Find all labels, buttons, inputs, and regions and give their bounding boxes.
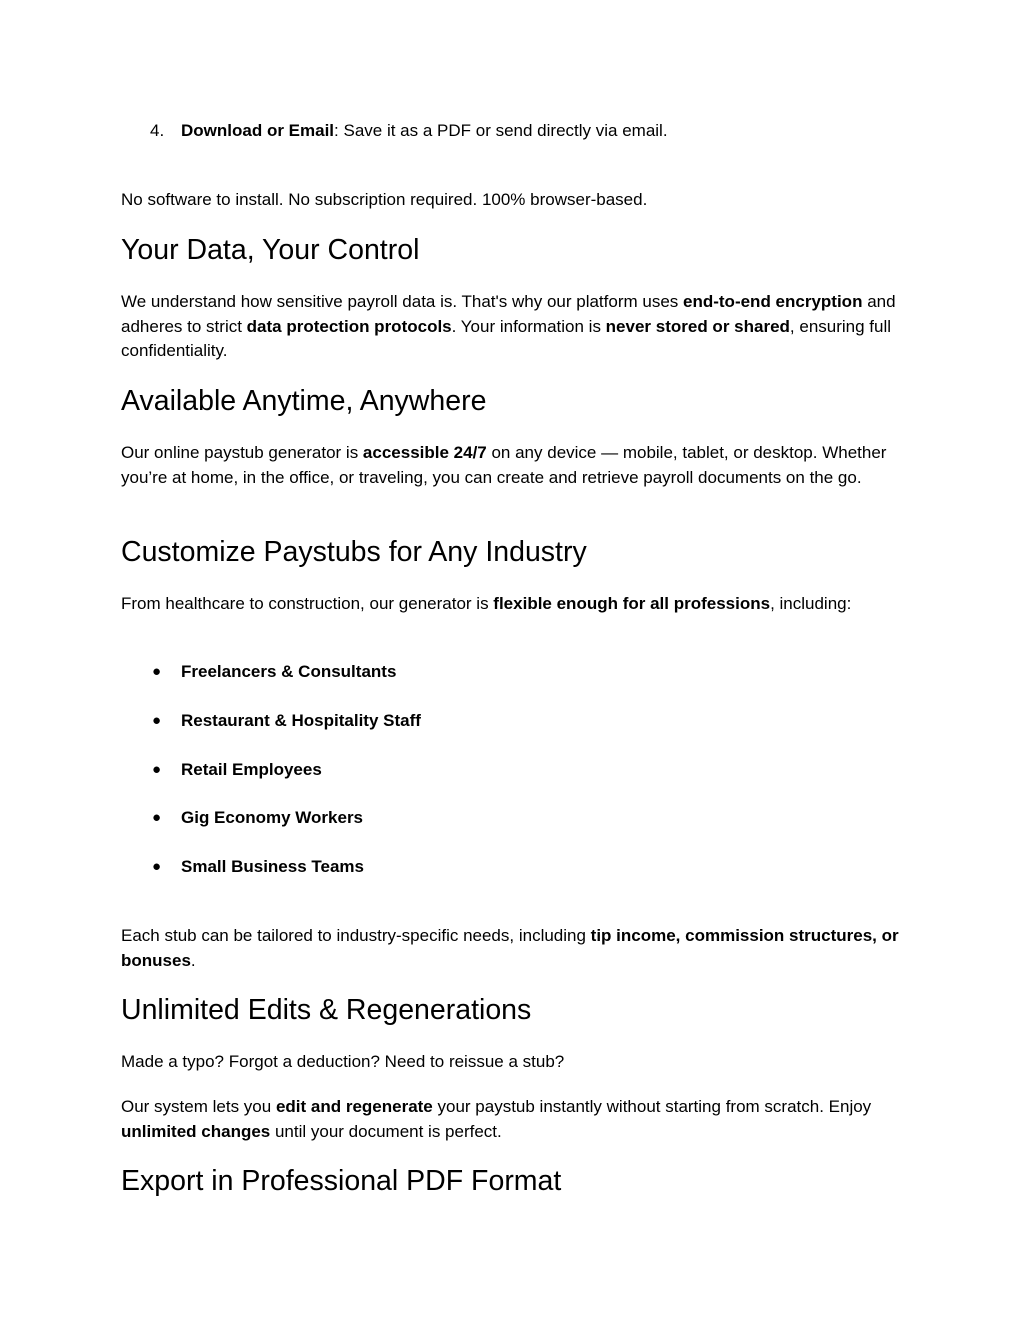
- paragraph-available: [121, 441, 906, 490]
- list-item-text: [181, 119, 668, 144]
- bullet-icon: ●: [152, 809, 162, 826]
- text-run: .: [190, 950, 196, 970]
- list-item-bold: Download or Email: [181, 121, 335, 140]
- bullet-icon: ●: [152, 858, 162, 875]
- intro-paragraph: No software to install. No subscription required. 100% browser-based.: [121, 190, 648, 209]
- paragraph-customize-after: [121, 924, 906, 973]
- bullet-icon: ●: [152, 712, 162, 729]
- bold-run: flexible enough for all professions: [493, 594, 771, 613]
- bullet-icon: ●: [152, 761, 162, 778]
- bold-run: unlimited changes: [121, 1121, 271, 1141]
- text-run: . Your information is: [451, 316, 606, 336]
- bold-run: edit and regenerate: [275, 1097, 433, 1116]
- bullet-text: Restaurant & Hospitality Staff: [181, 711, 421, 730]
- text-run: until your document is perfect.: [270, 1121, 502, 1141]
- paragraph-data-control: [121, 290, 906, 364]
- text-run: on any device — mobile, tablet, or desktop. Whether you’re at home, in the office, or traveling, you can create and retrieve payroll documents on the go.: [121, 443, 887, 487]
- heading-export: Export in Professional PDF Format: [121, 1165, 562, 1197]
- bold-run: accessible 24/7: [362, 443, 487, 462]
- paragraph-customize: [121, 592, 906, 617]
- heading-data-control: Your Data, Your Control: [121, 234, 420, 266]
- text-run: your paystub instantly without starting from scratch. Enjoy: [432, 1097, 872, 1116]
- text-run: Our online paystub generator is: [121, 443, 363, 462]
- bold-run: never stored or shared: [605, 316, 790, 336]
- bullet-text: Freelancers & Consultants: [181, 662, 397, 681]
- bullet-text: Gig Economy Workers: [181, 808, 364, 827]
- text-run: Each stub can be tailored to industry-specific needs, including: [121, 926, 591, 945]
- heading-customize: Customize Paystubs for Any Industry: [121, 536, 587, 568]
- text-run: Our system lets you: [121, 1097, 276, 1116]
- text-run: and adheres to strict: [121, 292, 896, 336]
- heading-edits: Unlimited Edits & Regenerations: [121, 994, 532, 1026]
- bold-run: tip income, commission structures, or bonuses: [121, 926, 899, 970]
- bold-run: end-to-end encryption: [683, 292, 863, 311]
- heading-available: Available Anytime, Anywhere: [121, 385, 487, 417]
- list-number: 4.: [150, 121, 165, 140]
- bullet-icon: ●: [152, 663, 162, 680]
- text-run: From healthcare to construction, our generator is: [121, 594, 494, 613]
- text-run: , including:: [770, 594, 852, 613]
- paragraph-edits-2: [121, 1095, 906, 1144]
- bold-run: data protection protocols: [246, 316, 452, 336]
- bullet-text: Retail Employees: [181, 760, 322, 779]
- text-run: , ensuring full confidentiality.: [121, 316, 892, 360]
- paragraph-edits-1: Made a typo? Forgot a deduction? Need to reissue a stub?: [121, 1052, 565, 1071]
- list-item-rest: : Save it as a PDF or send directly via email.: [334, 121, 668, 140]
- text-run: We understand how sensitive payroll data is. That's why our platform uses: [121, 292, 684, 311]
- bullet-text: Small Business Teams: [181, 857, 364, 876]
